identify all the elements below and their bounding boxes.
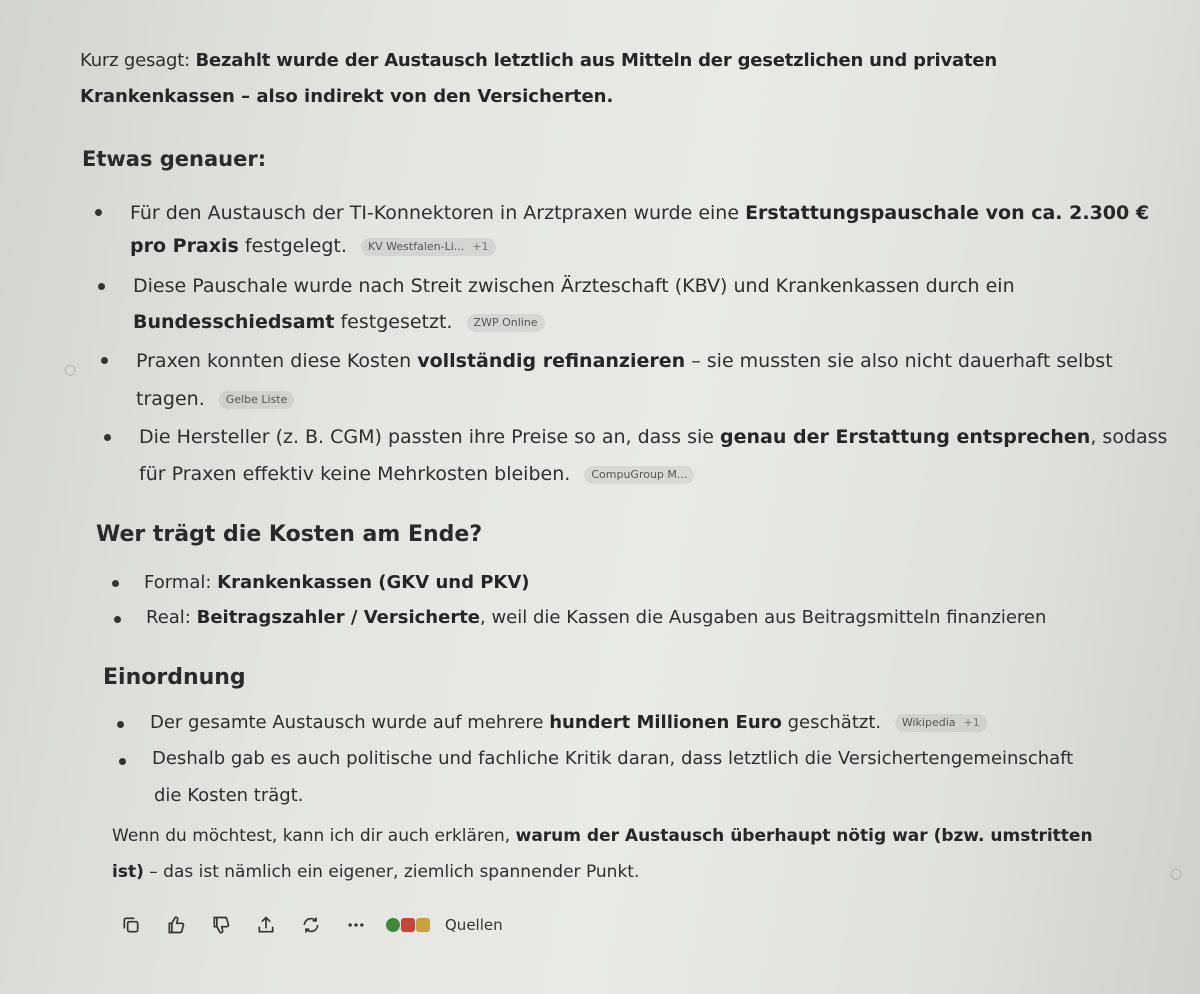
thumbs-up-icon	[166, 915, 186, 935]
intro-bold-2: Krankenkassen – also indirekt von den Versicherten.	[80, 86, 614, 107]
list-item-line	[154, 777, 303, 814]
item-text: geschätzt.	[781, 712, 882, 733]
item-text: Real:	[146, 607, 197, 628]
list-item-line	[136, 343, 1113, 380]
list-item-line	[133, 304, 545, 341]
bullet	[98, 283, 105, 290]
item-text: Praxen konnten diese Kosten	[136, 350, 418, 372]
list-item-line	[133, 268, 1015, 305]
item-bold: vollständig refinanzieren	[417, 350, 686, 372]
copy-button[interactable]	[116, 910, 146, 940]
share-button[interactable]	[251, 910, 281, 940]
item-text: die Kosten trägt.	[154, 785, 304, 806]
source-chip-more: +1	[472, 240, 489, 253]
item-bold: pro Praxis	[130, 235, 239, 257]
outro-line-2	[112, 854, 639, 891]
item-bold: genau der Erstattung entsprechen	[720, 426, 1091, 448]
source-favicon-gelbe-liste-icon	[416, 918, 430, 932]
bullet	[112, 580, 119, 587]
item-text: Deshalb gab es auch politische und fachliche Kritik daran, dass letztlich die Versichertengemeinschaft	[152, 748, 1074, 769]
bullet	[95, 209, 102, 216]
item-bold: Krankenkassen (GKV und PKV)	[217, 572, 530, 593]
source-chip-label: CompuGroup M...	[591, 468, 688, 481]
item-text: festgesetzt.	[334, 311, 453, 333]
item-text: , weil die Kassen die Ausgaben aus Beitragsmitteln finanzieren	[480, 607, 1047, 628]
sources-button[interactable]	[386, 916, 503, 934]
item-text: , sodass	[1090, 426, 1168, 448]
item-text: Der gesamte Austausch wurde auf mehrere	[150, 712, 550, 733]
item-bold: Beitragszahler / Versicherte	[196, 607, 481, 628]
item-text: festgelegt.	[238, 235, 347, 257]
item-bold: hundert Millionen Euro	[549, 712, 782, 733]
source-chip[interactable]	[467, 314, 545, 332]
source-chip-label: Wikipedia	[901, 716, 956, 729]
list-item-line	[130, 195, 1149, 232]
regenerate-icon	[301, 915, 321, 935]
list-item-line	[130, 228, 496, 265]
source-favicon-kv-icon	[386, 918, 400, 932]
bullet	[101, 357, 108, 364]
item-text: – sie mussten sie also nicht dauerhaft selbst	[685, 350, 1113, 372]
item-text: Formal:	[144, 572, 218, 593]
thumbs-up-button[interactable]	[161, 910, 191, 940]
list-item-line	[144, 564, 530, 601]
source-chip[interactable]	[584, 466, 694, 484]
list-item-line	[150, 704, 987, 741]
item-bold: Bundesschiedsamt	[133, 311, 335, 333]
copy-icon	[121, 915, 141, 935]
intro-lead: Kurz gesagt:	[80, 50, 196, 71]
thumbs-down-button[interactable]	[206, 910, 236, 940]
list-item-line	[139, 419, 1167, 456]
outro-text: – das ist nämlich ein eigener, ziemlich spannender Punkt.	[143, 862, 640, 882]
intro-line-2	[80, 78, 613, 115]
item-text: Diese Pauschale wurde nach Streit zwischen Ärzteschaft (KBV) und Krankenkassen durch ein	[133, 275, 1015, 297]
item-text: Die Hersteller (z. B. CGM) passten ihre Preise so an, dass sie	[139, 426, 721, 448]
list-item-line	[152, 740, 1073, 777]
outro-text: Wenn du möchtest, kann ich dir auch erklären,	[112, 826, 516, 846]
outro-bold: warum der Austausch überhaupt nötig war (bzw. umstritten	[515, 826, 1093, 846]
regenerate-button[interactable]	[296, 910, 326, 940]
message-action-bar	[116, 910, 503, 940]
section-heading-kosten: Wer trägt die Kosten am Ende?	[96, 522, 483, 547]
list-item-line	[139, 456, 694, 493]
section-heading-einordnung: Einordnung	[103, 665, 246, 690]
source-chip[interactable]	[895, 714, 987, 732]
share-icon	[256, 915, 276, 935]
source-chip-more: +1	[963, 716, 980, 729]
intro-line-1	[80, 42, 997, 79]
list-item-line	[136, 381, 294, 418]
source-chip[interactable]	[219, 391, 295, 409]
sources-label: Quellen	[445, 916, 503, 934]
more-options-button[interactable]	[341, 910, 371, 940]
source-chip[interactable]	[361, 238, 496, 256]
thumbs-down-icon	[211, 915, 231, 935]
item-text: für Praxen effektiv keine Mehrkosten bleiben.	[139, 463, 571, 485]
item-text: tragen.	[136, 388, 205, 410]
screen-artifact-circle: ○	[64, 362, 77, 378]
section-heading-etwas-genauer: Etwas genauer:	[82, 147, 267, 171]
more-icon	[346, 915, 366, 935]
source-chip-label: Gelbe Liste	[225, 393, 288, 406]
bullet	[114, 616, 121, 623]
source-favicon-zwp-icon	[401, 918, 415, 932]
item-bold: Erstattungspauschale von ca. 2.300 €	[745, 202, 1150, 224]
item-text: Für den Austausch der TI-Konnektoren in Arztpraxen wurde eine	[130, 202, 746, 224]
list-item-line	[146, 599, 1046, 636]
screen-artifact-circle: ○	[1170, 866, 1183, 882]
outro-bold: ist)	[112, 862, 144, 882]
outro-line-1	[112, 818, 1093, 855]
source-chip-label: KV Westfalen-Li...	[367, 240, 465, 253]
bullet	[104, 434, 111, 441]
intro-bold-1: Bezahlt wurde der Austausch letztlich aus Mitteln der gesetzlichen und privaten	[195, 50, 997, 71]
source-chip-label: ZWP Online	[473, 316, 538, 329]
bullet	[117, 721, 124, 728]
bullet	[119, 758, 126, 765]
